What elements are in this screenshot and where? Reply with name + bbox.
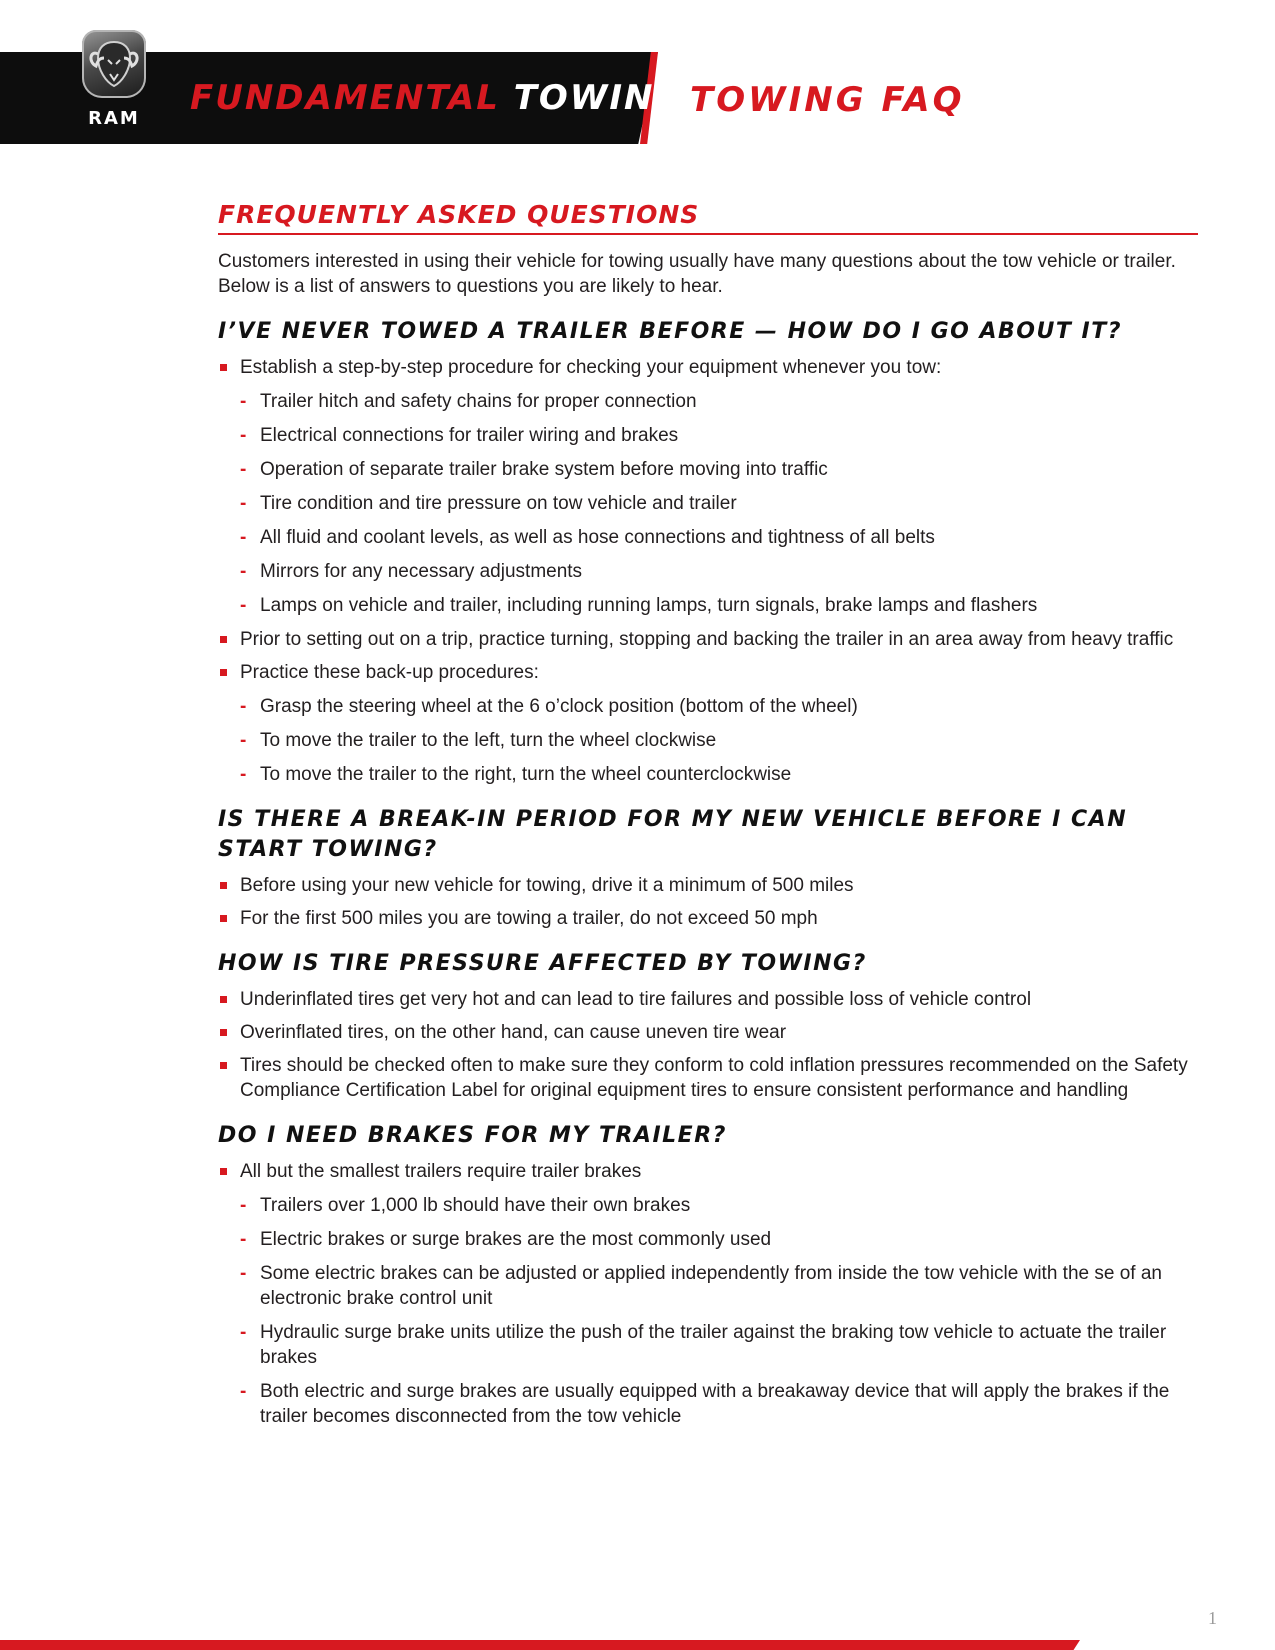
answer-bullet-text: Tires should be checked often to make sure they conform to cold inflation pressures recommended on the Safety Compliance Certification Label for original equipment tires to ensure consistent performance and handling [240, 1055, 1188, 1101]
question-heading: IS THERE A BREAK-IN PERIOD FOR MY NEW VEHICLE BEFORE I CAN START TOWING? [218, 807, 1128, 862]
footer-bar [0, 1640, 1080, 1650]
sub-item: - Both electric and surge brakes are usually equipped with a breakaway device that will apply the brakes if the trailer becomes disconnected from the tow vehicle [218, 1379, 1198, 1429]
question-heading: HOW IS TIRE PRESSURE AFFECTED BY TOWING? [218, 951, 867, 976]
sub-item: - Trailers over 1,000 lb should have their own brakes [218, 1193, 1198, 1218]
sub-item: - Mirrors for any necessary adjustments [218, 559, 1198, 584]
logo-text: RAM [88, 108, 140, 129]
sub-list-container [218, 694, 1198, 787]
section-title: FREQUENTLY ASKED QUESTIONS [218, 200, 1198, 235]
answer-bullet [218, 1159, 1198, 1184]
answer-bullet [218, 660, 1198, 685]
answer-bullet-text: Overinflated tires, on the other hand, can cause uneven tire wear [240, 1022, 787, 1043]
sub-list [218, 694, 1198, 787]
question-heading: DO I NEED BRAKES FOR MY TRAILER? [218, 1123, 727, 1148]
answer-list [218, 873, 1198, 931]
ram-head-icon [82, 30, 146, 98]
answer-bullet [218, 873, 1198, 898]
page-number: 1 [1208, 1608, 1217, 1628]
answer-bullet-text: Underinflated tires get very hot and can lead to tire failures and possible loss of vehicle control [240, 989, 1032, 1010]
answer-list [218, 987, 1198, 1103]
answer-bullet [218, 906, 1198, 931]
sub-item: - Lamps on vehicle and trailer, including running lamps, turn signals, brake lamps and flashers [218, 593, 1198, 618]
answer-bullet-text: Before using your new vehicle for towing, drive it a minimum of 500 miles [240, 875, 854, 896]
sub-list [218, 389, 1198, 618]
answer-list [218, 1159, 1198, 1429]
answer-bullet-text: All but the smallest trailers require trailer brakes [240, 1161, 642, 1182]
intro-paragraph: Customers interested in using their vehicle for towing usually have many questions about the tow vehicle or trailer. Below is a list of answers to questions you are likely to hear. [218, 251, 1176, 297]
sub-list-container [218, 389, 1198, 618]
sub-item: - Trailer hitch and safety chains for proper connection [218, 389, 1198, 414]
answer-bullet [218, 1020, 1198, 1045]
sub-item: - All fluid and coolant levels, as well as hose connections and tightness of all belts [218, 525, 1198, 550]
sub-list [218, 1193, 1198, 1429]
sub-item: - Grasp the steering wheel at the 6 o’clock position (bottom of the wheel) [218, 694, 1198, 719]
sub-list-container [218, 1193, 1198, 1429]
answer-bullet-text: Prior to setting out on a trip, practice turning, stopping and backing the trailer in an area away from heavy traffic [240, 629, 1174, 650]
page-heading: TOWING FAQ [690, 80, 965, 120]
answer-list [218, 355, 1198, 787]
ram-logo [68, 30, 160, 130]
sub-item: - Tire condition and tire pressure on tow vehicle and trailer [218, 491, 1198, 516]
answer-bullet [218, 355, 1198, 380]
sub-item: - Electrical connections for trailer wiring and brakes [218, 423, 1198, 448]
sub-item: - To move the trailer to the right, turn the wheel counterclockwise [218, 762, 1198, 787]
question-heading: I’VE NEVER TOWED A TRAILER BEFORE — HOW DO I GO ABOUT IT? [218, 319, 1122, 344]
sub-item: - Some electric brakes can be adjusted or applied independently from inside the tow vehicle with the se of an electronic brake control unit [218, 1261, 1198, 1311]
brand-title-part1: FUNDAMENTAL [190, 78, 500, 118]
brand-title [190, 78, 684, 118]
brand-title-part2: TOWING [513, 78, 685, 118]
answer-bullet [218, 627, 1198, 652]
main-content [218, 200, 1198, 1438]
faq-list [218, 317, 1198, 1429]
answer-bullet [218, 987, 1198, 1012]
answer-bullet [218, 1053, 1198, 1103]
answer-bullet-text: Establish a step-by-step procedure for checking your equipment whenever you tow: [240, 357, 942, 378]
answer-bullet-text: Practice these back-up procedures: [240, 662, 539, 683]
sub-item: - To move the trailer to the left, turn the wheel clockwise [218, 728, 1198, 753]
sub-item: - Electric brakes or surge brakes are the most commonly used [218, 1227, 1198, 1252]
answer-bullet-text: For the first 500 miles you are towing a trailer, do not exceed 50 mph [240, 908, 818, 929]
sub-item: - Hydraulic surge brake units utilize the push of the trailer against the braking tow vehicle to actuate the trailer brakes [218, 1320, 1198, 1370]
sub-item: - Operation of separate trailer brake system before moving into traffic [218, 457, 1198, 482]
